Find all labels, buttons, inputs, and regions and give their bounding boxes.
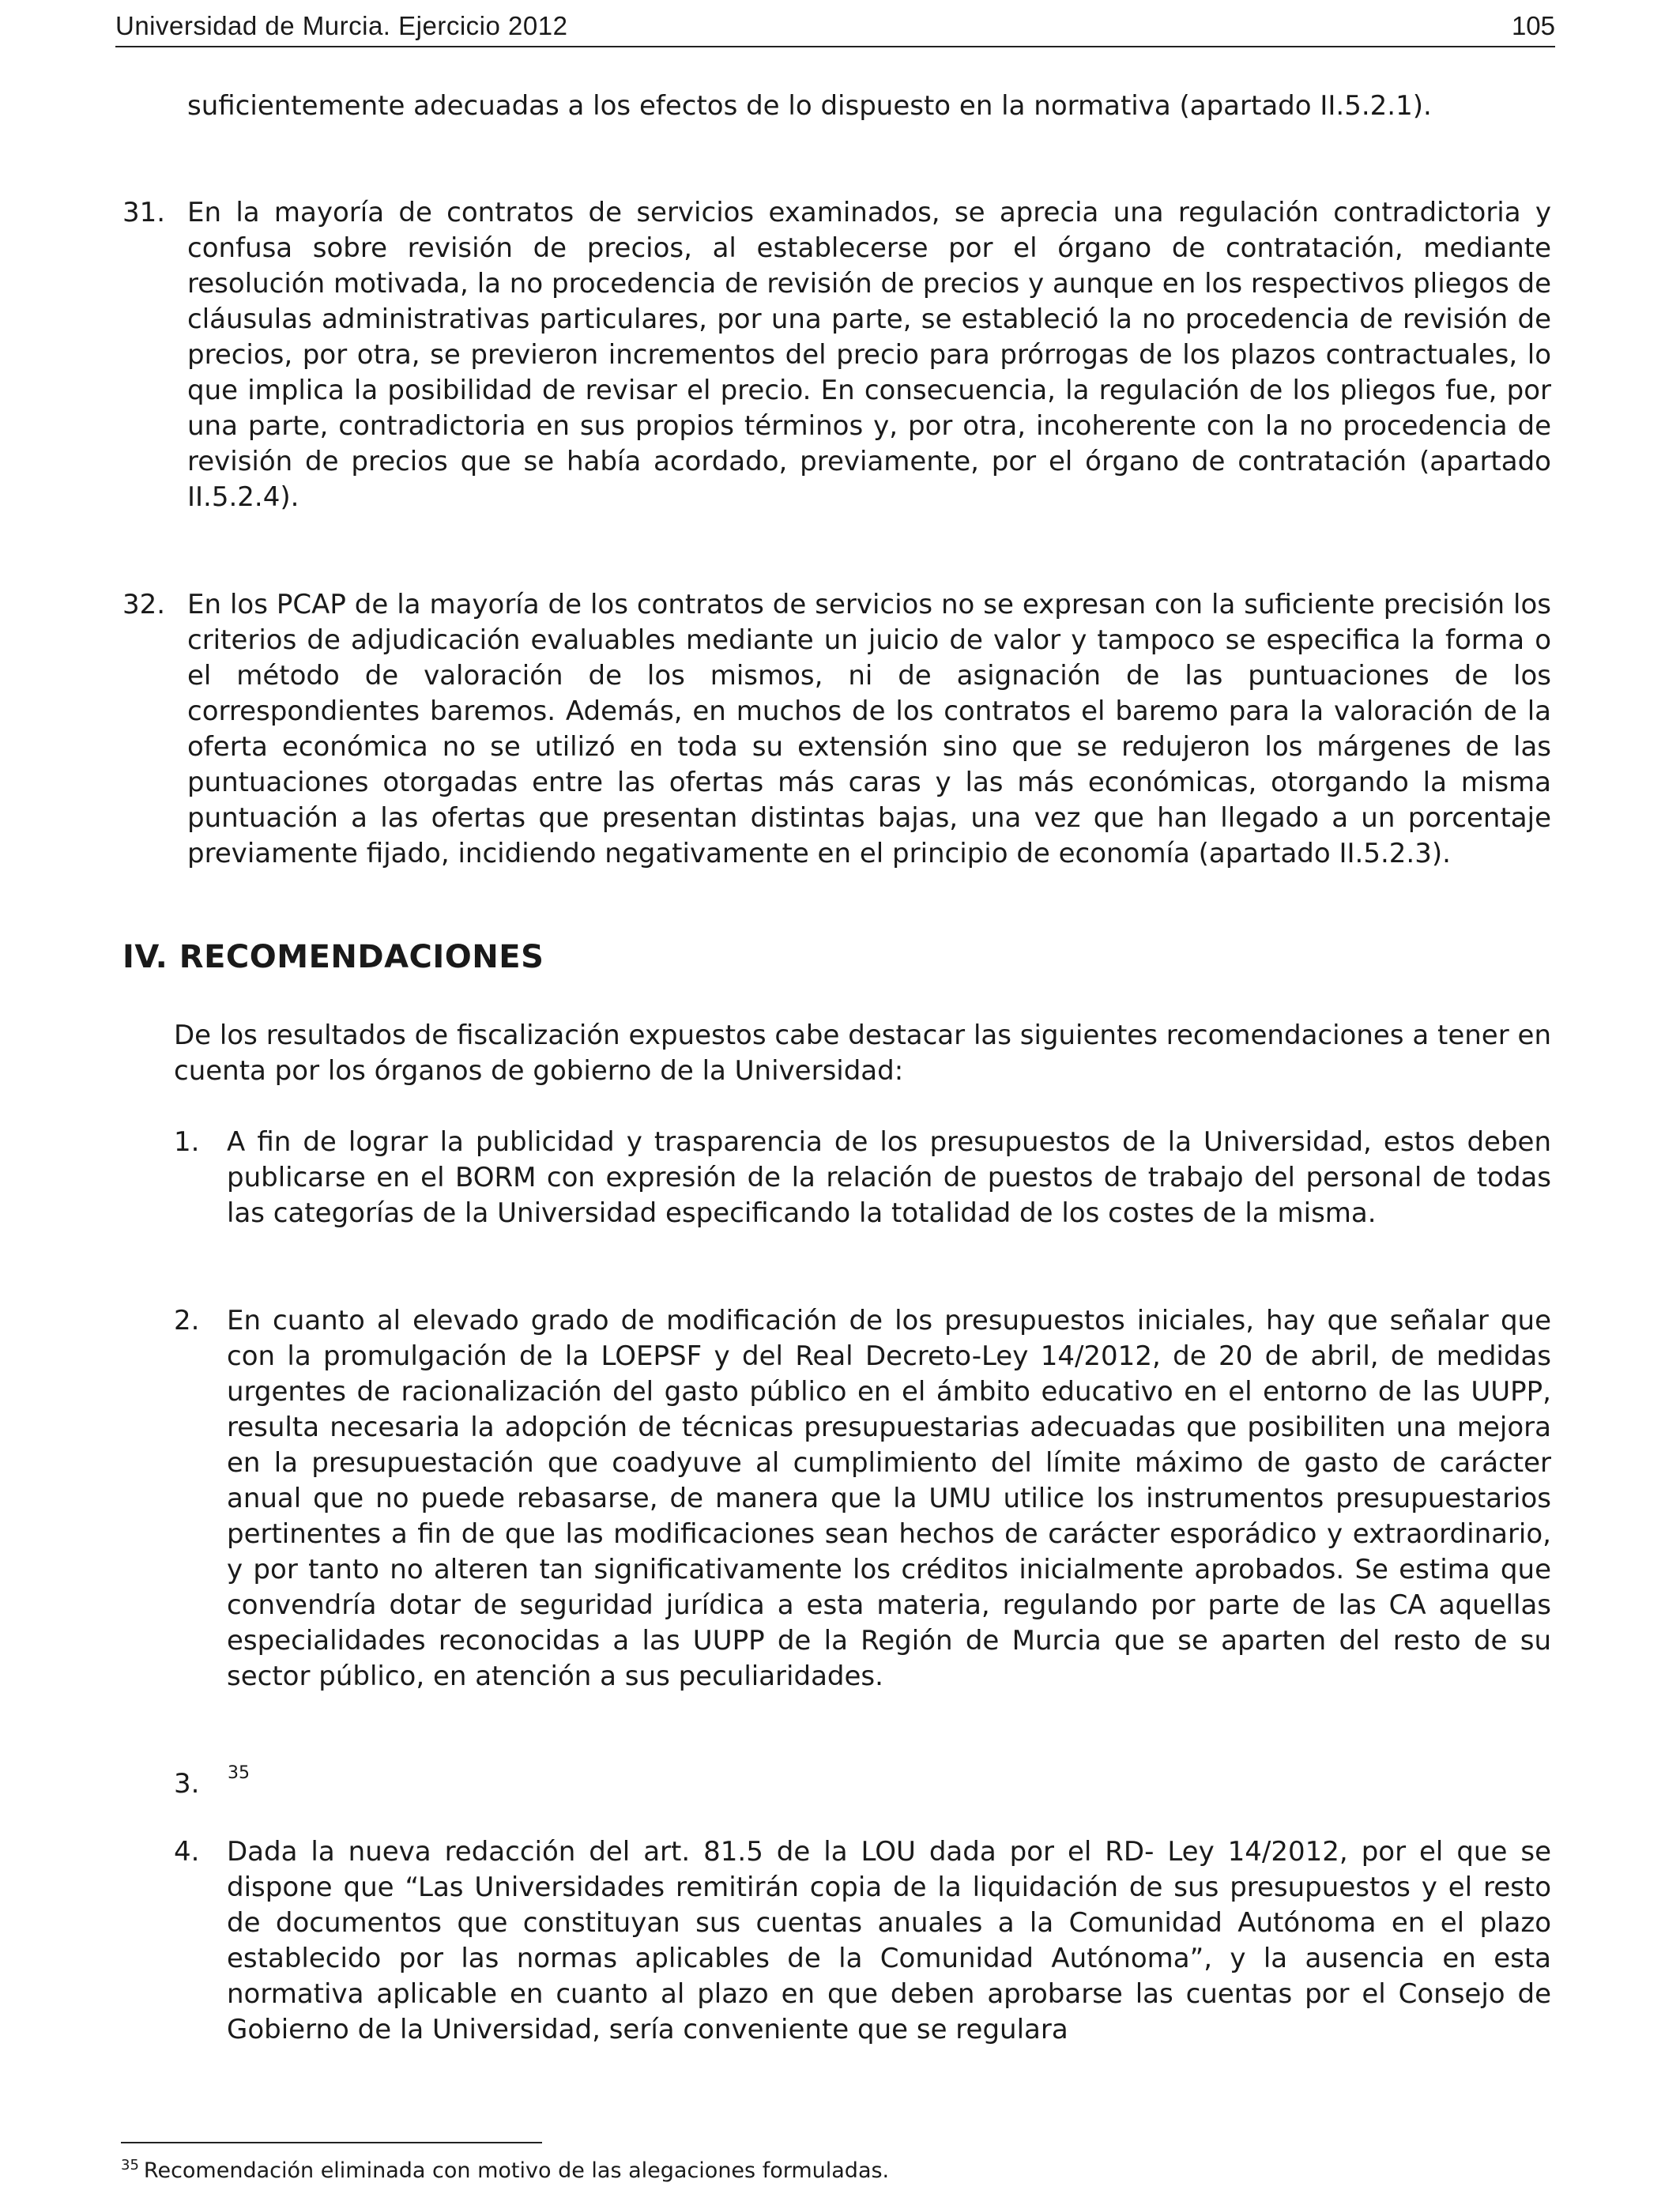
recommendation-number: 4. [174,1836,200,1868]
section-intro: De los resultados de fiscalización expuestos cabe destacar las siguientes recomendaciones a tener en cuenta por los órganos de gobierno de la Universidad: [174,1020,1551,1087]
recommendation-number: 3. [174,1768,200,1800]
conclusion-paragraph: En los PCAP de la mayoría de los contratos de servicios no se expresan con la suficiente precisión los criterios de adjudicación evaluables mediante un juicio de valor y tampoco se especifica la forma o el método de valoración de los mismos, ni de asignación de las puntuaciones de los correspondientes baremos. Además, en muchos de los contratos el baremo para la valoración de la oferta económica no se utilizó en toda su extensión sino que se redujeron los márgenes de las puntuaciones otorgadas entre las ofertas más caras y las más económicas, otorgando la misma puntuación a las ofertas que presentan distintas bajas, una vez que han llegado a un porcentaje previamente fijado, incidiendo negativamente en el principio de economía (apartado II.5.2.3). [187,589,1551,869]
recommendation-number: 2. [174,1305,200,1336]
conclusion-number: 32. [122,589,166,620]
conclusion-number: 31. [122,197,166,228]
recommendation-paragraph: Dada la nueva redacción del art. 81.5 de la LOU dada por el RD- Ley 14/2012, por el que se dispone que “Las Universidades remitirán copia de la liquidación de sus presupuestos y el resto de documentos que constituyan sus cuentas anuales a la Comunidad Autónoma en el plazo establecido por las normas aplicables de la Comunidad Autónoma”, y la ausencia en esta normativa aplicable en cuanto al plazo en que deben aprobarse las cuentas por el Consejo de Gobierno de la Universidad, sería conveniente que se regulara [227,1836,1551,2045]
conclusion-paragraph: En la mayoría de contratos de servicios examinados, se aprecia una regulación contradictoria y confusa sobre revisión de precios, al establecerse por el órgano de contratación, mediante resolución motivada, la no procedencia de revisión de precios y aunque en los respectivos pliegos de cláusulas administrativas particulares, por una parte, se estableció la no procedencia de revisión de precios, por otra, se previeron incrementos del precio para prórrogas de los plazos contractuales, lo que implica la posibilidad de revisar el precio. En consecuencia, la regulación de los pliegos fue, por una parte, contradictoria en sus propios términos y, por otra, incoherente con la no procedencia de revisión de precios que se había acordado, previamente, por el órgano de contratación (apartado II.5.2.4). [187,197,1551,513]
footnote-reference[interactable]: 35 [228,1763,250,1783]
header-title: Universidad de Murcia. Ejercicio 2012 [115,11,568,40]
continuation-paragraph: suficientemente adecuadas a los efectos de lo dispuesto en la normativa (apartado II.5.2.1). [187,90,1432,122]
page-header [115,8,1555,47]
footnote-number: 35 [121,2157,139,2173]
footnote-text: Recomendación eliminada con motivo de las alegaciones formuladas. [143,2158,890,2183]
page-number: 105 [1511,11,1555,40]
recommendation-paragraph: A fin de lograr la publicidad y trasparencia de los presupuestos de la Universidad, estos deben publicarse en el BORM con expresión de la relación de puestos de trabajo del personal de todas las categorías de la Universidad especificando la totalidad de los costes de la misma. [227,1126,1551,1229]
footnote [121,2151,889,2185]
footnote-separator [121,2142,542,2143]
recommendation-number: 1. [174,1126,200,1158]
recommendation-paragraph: En cuanto al elevado grado de modificación de los presupuestos iniciales, hay que señalar que con la promulgación de la LOEPSF y del Real Decreto-Ley 14/2012, de 20 de abril, de medidas urgentes de racionalización del gasto público en el ámbito educativo en el entorno de las UUPP, resulta necesaria la adopción de técnicas presupuestarias adecuadas que posibiliten una mejora en la presupuestación que coadyuve al cumplimiento del límite máximo de gasto de carácter anual que no puede rebasarse, de manera que la UMU utilice los instrumentos presupuestarios pertinentes a fin de que las modificaciones sean hechos de carácter esporádico y extraordinario, y por tanto no alteren tan significativamente los créditos inicialmente aprobados. Se estima que convendría dotar de seguridad jurídica a esta materia, regulando por parte de las CA aquellas especialidades reconocidas a las UUPP de la Región de Murcia que se aparten del resto de su sector público, en atención a sus peculiaridades. [227,1305,1551,1692]
section-heading: IV. RECOMENDACIONES [122,939,544,975]
